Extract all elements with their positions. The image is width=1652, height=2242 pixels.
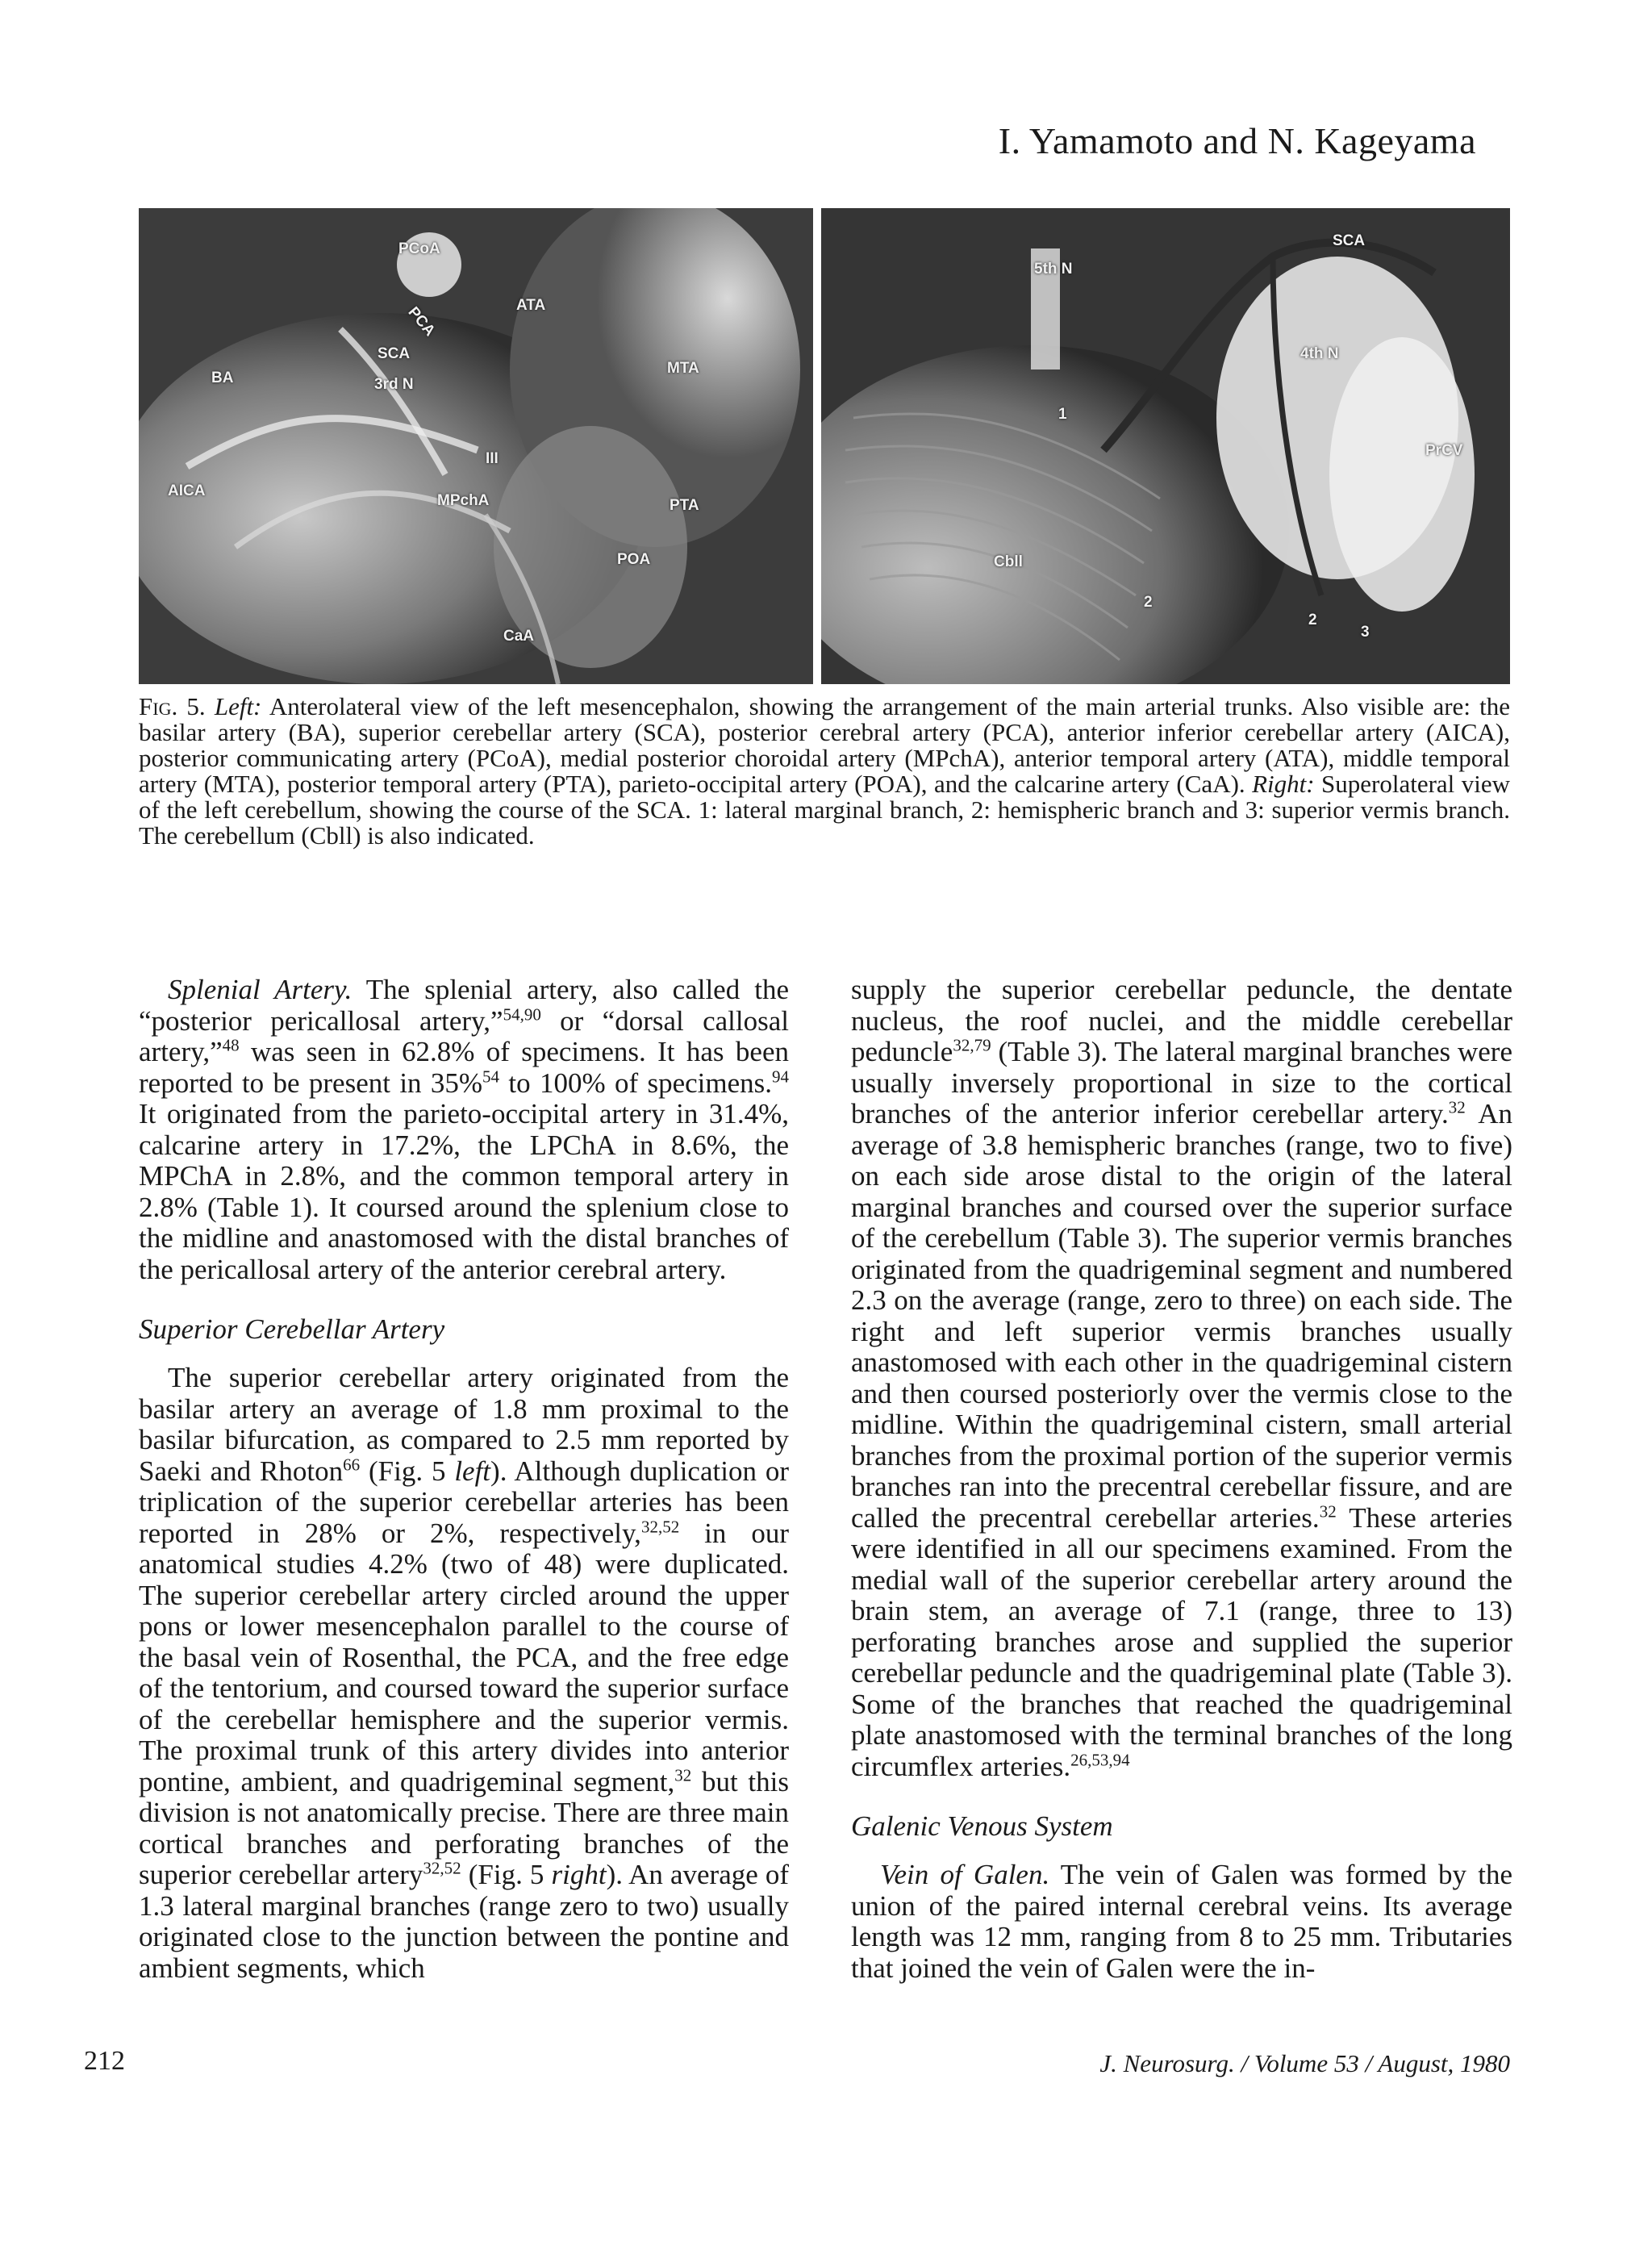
caption-left-label: Left: — [214, 692, 262, 720]
label-sca: SCA — [378, 345, 411, 362]
citation: 32,52 — [423, 1858, 461, 1878]
text-run: or “dorsal callosal artery,” — [139, 1004, 789, 1067]
right-column — [851, 975, 1512, 1984]
caption-right-text: Superolateral view of the left cerebellum, showing the course of the SCA. 1: lateral marginal branch, 2: hemispheric branch and 3: superior vermis branch. The cerebellum (Cbll) is also indicated. — [139, 770, 1510, 850]
section-heading-galenic: Galenic Venous System — [851, 1810, 1113, 1842]
text-run: in our anatomical studies 4.2% (two of 48) were duplicated. The superior cerebellar artery circled around the upper pons or lower mesencephalon parallel to the course of the basal vein of Rosenthal, the PCA, and the free edge of the tentorium, and coursed toward the superior surface of the cerebellar hemisphere and the superior vermis. The proximal trunk of this artery divides into anterior pontine, ambient, and quadrigeminal segment, — [139, 1517, 789, 1797]
section-heading-sca: Superior Cerebellar Artery — [139, 1313, 445, 1345]
citation: 54,90 — [503, 1004, 541, 1024]
label-branch-3: 3 — [1361, 624, 1370, 641]
text-run: The splenial artery, also called the “posterior pericallosal artery,” — [139, 974, 790, 1037]
label-mpcha: MPchA — [437, 492, 490, 509]
left-column — [139, 975, 789, 1984]
label-branch-1: 1 — [1058, 406, 1067, 423]
figure-number: Fig. 5. — [139, 692, 206, 720]
text-run: (Table 3). The lateral marginal branches were usually inversely proportional in size to the cortical branches of the anterior inferior cerebellar artery. — [851, 1036, 1512, 1129]
figure-photo-left — [139, 208, 813, 684]
runin-splenial-artery: Splenial Artery. — [168, 974, 353, 1005]
fig-ref-right: right — [551, 1859, 607, 1890]
citation: 32 — [674, 1764, 692, 1785]
page-number: 212 — [84, 2046, 125, 2076]
sca-paragraph — [139, 1363, 789, 1984]
text-run: supply the superior cerebellar peduncle, the dentate nucleus, the roof nuclei, and the middle cerebellar peduncle — [851, 974, 1512, 1067]
label-ata: ATA — [516, 297, 546, 314]
label-caa: CaA — [503, 628, 535, 645]
label-5th-n: 5th N — [1034, 261, 1073, 278]
fig-ref-left: left — [454, 1455, 491, 1487]
label-cbll: Cbll — [994, 553, 1023, 570]
label-branch-2a: 2 — [1144, 594, 1153, 611]
label-pca: PCA — [404, 303, 439, 340]
text-run: The superior cerebellar artery originated from the basilar artery an average of 1.8 mm proximal to the basilar bifurcation, as compared to 2.5 mm reported by Saeki and Rhoton — [139, 1362, 789, 1487]
label-poa: POA — [617, 551, 651, 568]
text-run: was seen in 62.8% of specimens. It has been reported to be present in 35% — [139, 1036, 789, 1099]
label-sca-right: SCA — [1333, 232, 1366, 249]
figure-caption — [139, 694, 1510, 849]
label-4th-n: 4th N — [1300, 345, 1339, 362]
label-iii: III — [486, 450, 499, 467]
caption-right-label: Right: — [1252, 770, 1315, 798]
text-run: These arteries were identified in all our specimens examined. From the medial wall of the superior cerebellar artery around the brain stem, an average of 7.1 (range, three to 13) perforating branches arose and supplied the superior cerebellar peduncle and the quadrigeminal plate (Table 3). Some of the branches that reached the quadrigeminal plate anastomosed with the terminal branches of the long circumflex arteries. — [851, 1501, 1513, 1782]
text-run: An average of 3.8 hemispheric branches (range, two to five) on each side arose distal to the origin of the lateral marginal branches and coursed over the superior surface of the cerebellum (Table 3). The superior vermis branches originated from the quadrigeminal segment and numbered 2.3 on the average (range, zero to three) on each side. The right and left superior vermis branches usually anastomosed with each other in the quadrigeminal cistern and then coursed posteriorly over the vermis close to the midline. Within the quadrigeminal cistern, small arterial branches from the proximal portion of the superior vermis branches ran into the precentral cerebellar fissure, and are called the precentral cerebellar arteries. — [851, 1098, 1512, 1534]
text-run: ). An average of 1.3 lateral marginal branches (range zero to two) usually originated close to the junction between the pontine and ambient segments, which — [139, 1859, 789, 1984]
text-run: The vein of Galen was formed by the union of the paired internal cerebral veins. Its average length was 12 mm, ranging from 8 to 25 mm. Tributaries that joined the vein of Galen were the in- — [851, 1859, 1512, 1984]
text-run: (Fig. 5 — [461, 1859, 552, 1890]
label-pta: PTA — [670, 497, 699, 514]
label-pcoa: PCoA — [398, 240, 440, 257]
citation: 48 — [222, 1035, 240, 1055]
citation: 94 — [772, 1066, 790, 1086]
citation: 32 — [1448, 1097, 1466, 1117]
text-run: (Fig. 5 — [360, 1455, 455, 1487]
citation: 32,79 — [953, 1035, 991, 1055]
label-branch-2b: 2 — [1308, 612, 1317, 628]
text-run: It originated from the parieto-occipital artery in 31.4%, calcarine artery in 17.2%, the LPChA in 8.6%, the MPChA in 2.8%, and the common temporal artery in 2.8% (Table 1). It coursed around the splenium close to the midline and anastomosed with the distal branches of the pericallosal artery of the anterior cerebral artery. — [139, 1098, 789, 1285]
citation: 26,53,94 — [1070, 1749, 1130, 1769]
running-header: I. Yamamoto and N. Kageyama — [998, 120, 1476, 161]
text-run: ). Although duplication or triplication of the superior cerebellar arteries has been reported in 28% or 2%, respectively, — [139, 1455, 789, 1549]
vein-of-galen-paragraph — [851, 1860, 1512, 1984]
citation: 66 — [343, 1454, 361, 1474]
citation: 32 — [1319, 1501, 1337, 1521]
label-ba: BA — [211, 369, 234, 386]
journal-footer: J. Neurosurg. / Volume 53 / August, 1980 — [1099, 2049, 1510, 2077]
citation: 32,52 — [640, 1516, 680, 1536]
caption-left-text: Anterolateral view of the left mesencephalon, showing the arrangement of the main arterial trunks. Also visible are: the basilar artery (BA), superior cerebellar artery (SCA), posterior cerebral artery (PCA), anterior inferior cerebellar artery (AICA), posterior communicating artery (PCoA), medial posterior choroidal artery (MPchA), anterior temporal artery (ATA), middle temporal artery (MTA), posterior temporal artery (PTA), parieto-occipital artery (POA), and the calcarine artery (CaA). — [139, 692, 1510, 798]
runin-vein-of-galen: Vein of Galen. — [880, 1859, 1050, 1890]
text-run: to 100% of specimens. — [499, 1067, 773, 1099]
label-aica: AICA — [168, 482, 206, 499]
figure-photo-right — [821, 208, 1510, 684]
figure-5 — [139, 208, 1510, 684]
label-mta: MTA — [667, 360, 699, 377]
label-3rd-n: 3rd N — [374, 376, 414, 393]
citation: 54 — [482, 1066, 500, 1086]
text-run: but this division is not anatomically precise. There are three main cortical branches and perforating branches of the superior cerebellar artery — [139, 1765, 789, 1890]
sca-continued-paragraph — [851, 975, 1512, 1782]
splenial-artery-paragraph — [139, 975, 789, 1285]
label-prcv: PrCV — [1425, 442, 1463, 459]
